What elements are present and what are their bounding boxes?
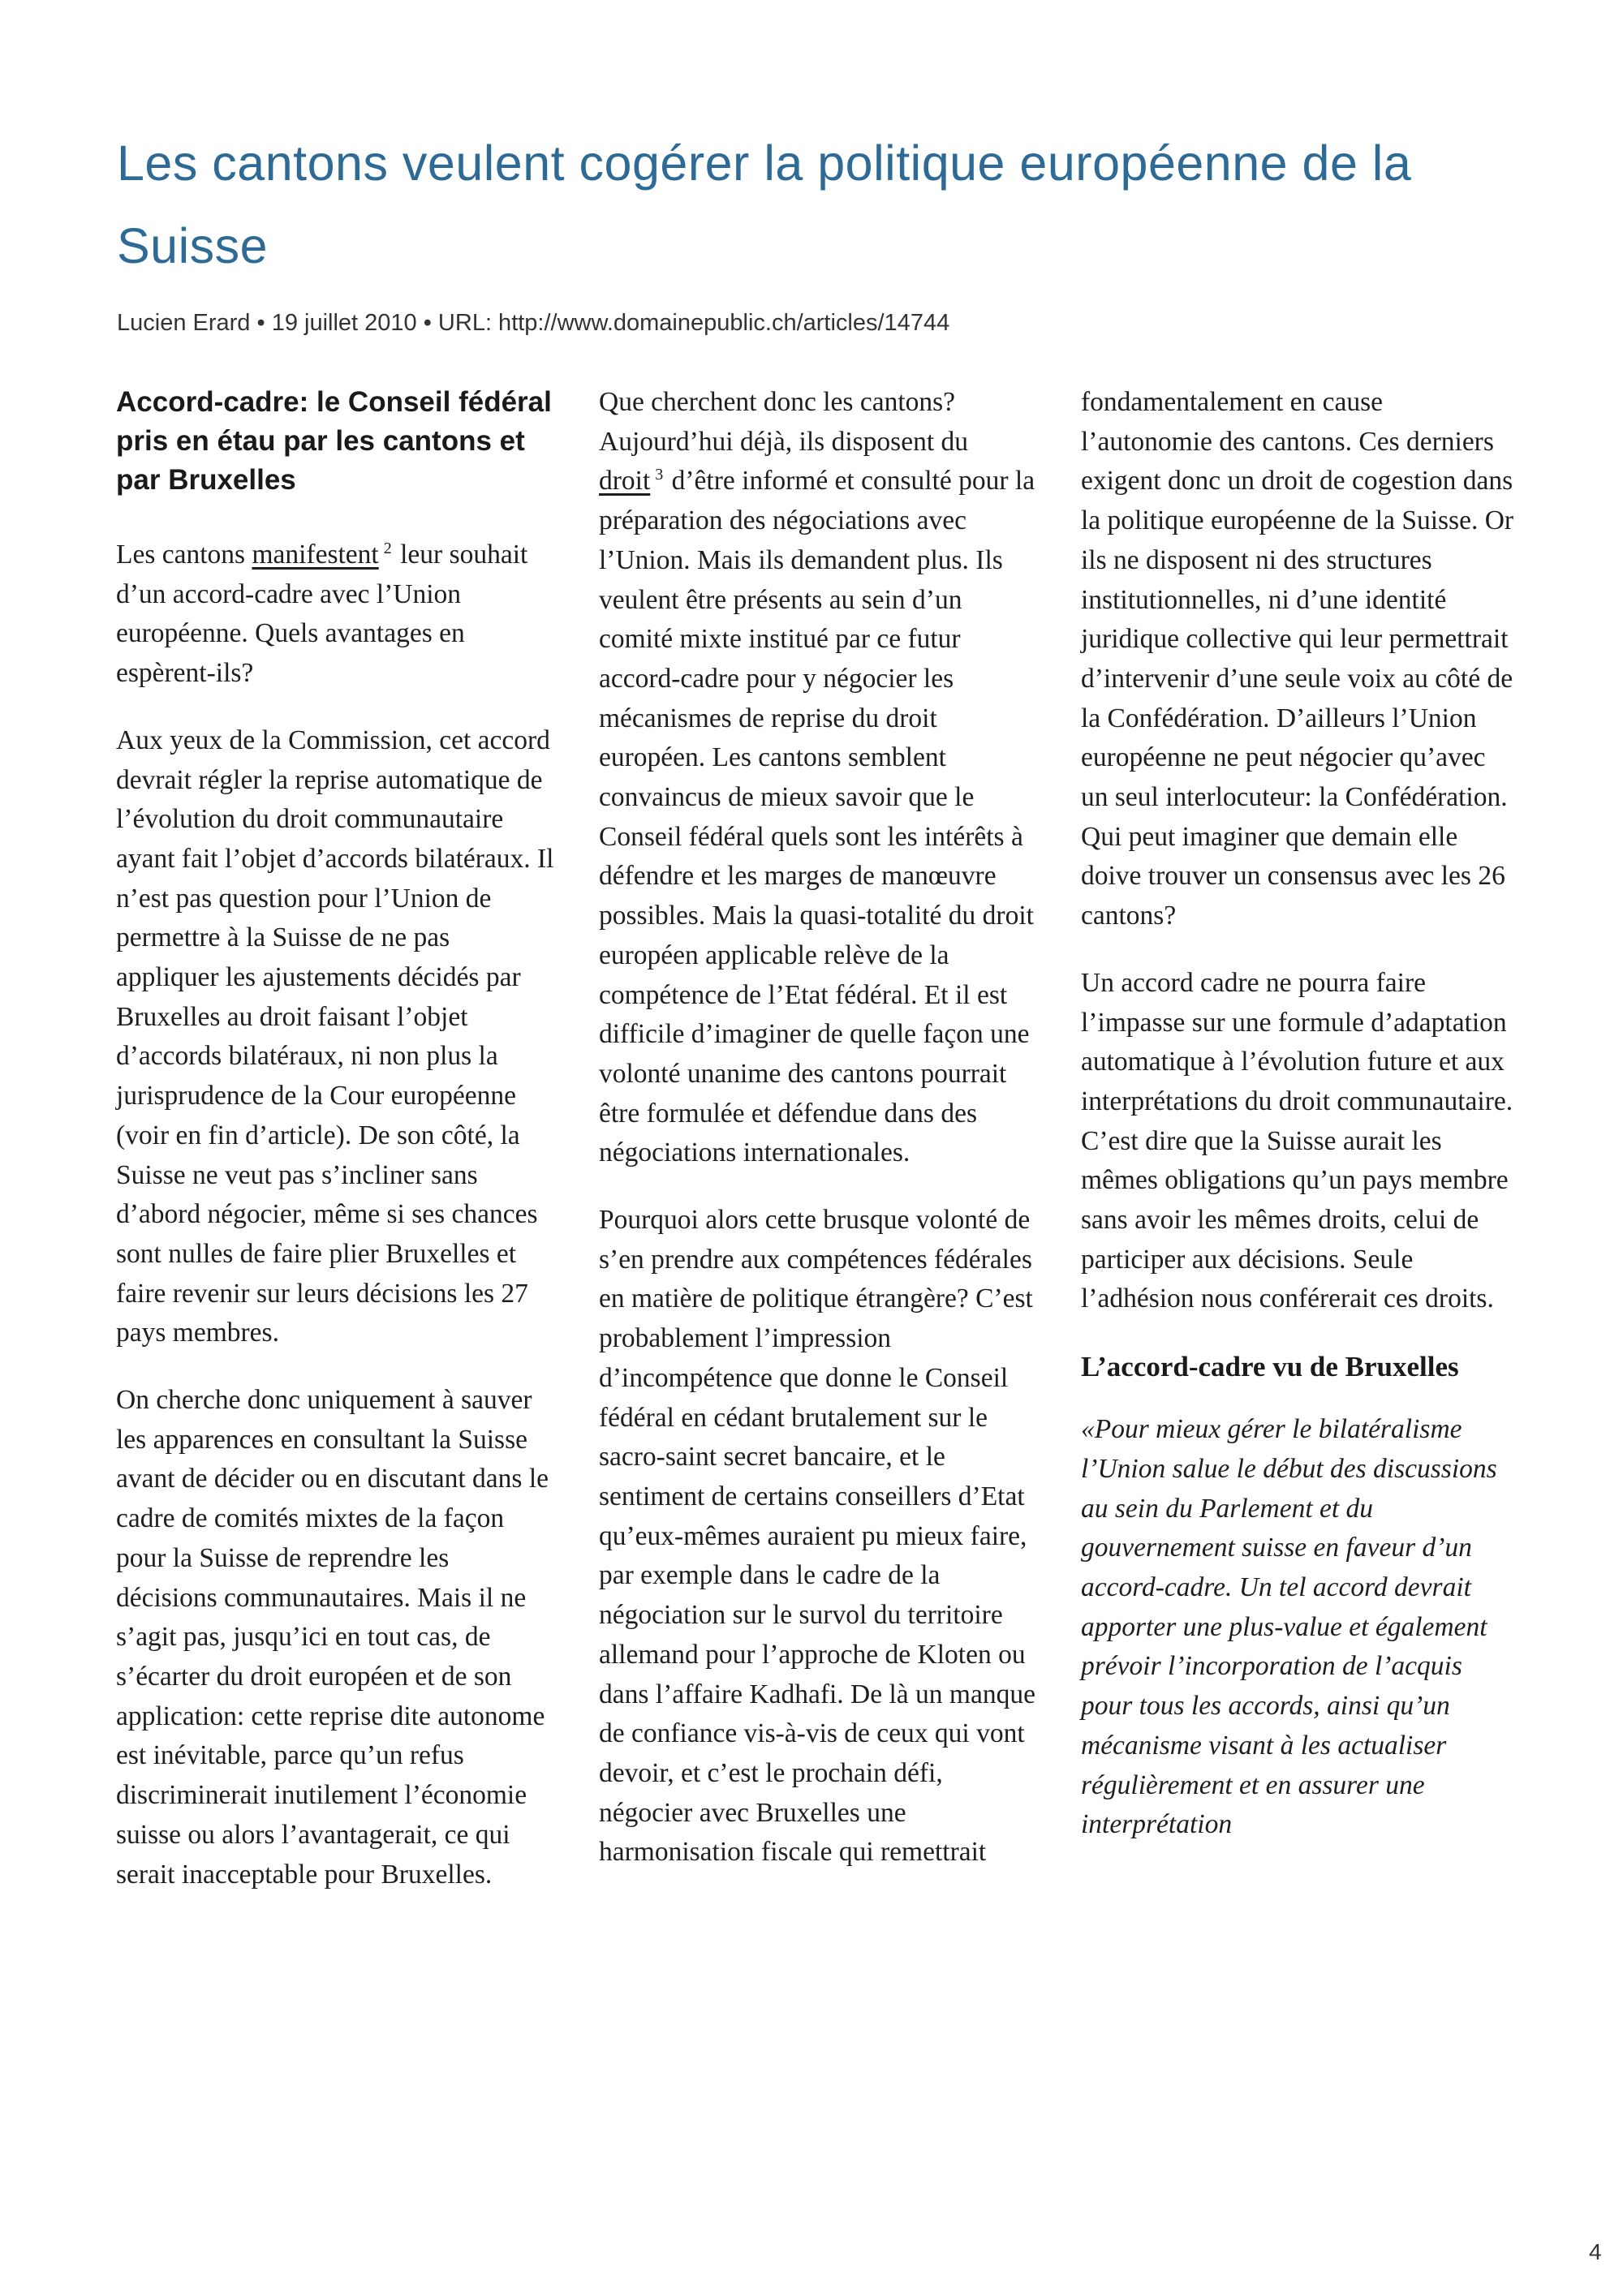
- droit-link[interactable]: droit: [599, 466, 651, 497]
- footnote-marker: 2: [383, 539, 392, 557]
- section-heading: L’accord-cadre vu de Bruxelles: [1081, 1351, 1459, 1383]
- paragraph: Un accord cadre ne pourra faire l’impasse sur une formule d’adaptation automatique à l’évolution future et aux interprétations du droit communautaire. C’est dire que la Suisse aurait les mêmes obligations qu’un pays membre sans avoir les mêmes droits, celui de participer aux décisions. Seule l’adhésion nous conférerait ces droits.: [1081, 967, 1513, 1314]
- paragraph: [116, 535, 554, 694]
- page-number: 4: [1589, 2239, 1602, 2264]
- footnote-marker: 3: [655, 466, 664, 484]
- manifestent-link[interactable]: manifestent: [252, 540, 379, 570]
- quote-paragraph: «Pour mieux gérer le bilatéralisme l’Union salue le début des discussions au sein du Parlement et du gouvernement suisse en faveur d’un accord-cadre. Un tel accord devrait apporter une plus-value et également prévoir l’incorporation de l’acquis pour tous les accords, ainsi qu’un mécanisme visant à les actualiser régulièrement et en assurer une interprétation: [1081, 1414, 1497, 1840]
- paragraph: Pourquoi alors cette brusque volonté de s’en prendre aux compétences fédérales en matière de politique étrangère? C’est probablement l’impression d’incompétence que donne le Conseil fédéral en cédant brutalement sur le sacro-saint secret bancaire, et le sentiment de certains conseillers d’Etat qu’eux-mêmes auraient pu mieux faire, par exemple dans le cadre de la négociation sur le survol du territoire allemand pour l’approche de Kloten ou dans l’affaire Kadhafi. De là un manque de confiance vis-à-vis de ceux qui vont devoir, et c’est le prochain défi, négocier avec Bruxelles une harmonisation fiscale qui remettrait: [599, 1205, 1035, 1868]
- paragraph: fondamentalement en cause l’autonomie des cantons. Ces derniers exigent donc un droit de cogestion dans la politique européenne de la Suisse. Or ils ne disposent ni des structures institutionnelles, ni d’une identité juridique collective qui leur permettrait d’intervenir d’une seule voix au côté de la Confédération. D’ailleurs l’Union européenne ne peut négocier qu’avec un seul interlocuteur: la Confédération. Qui peut imaginer que demain elle doive trouver un consensus avec les 26 cantons?: [1081, 387, 1514, 931]
- article-title: Les cantons veulent cogérer la politique européenne de la Suisse: [117, 135, 1412, 273]
- paragraph-text: Les cantons: [116, 540, 246, 570]
- column-2: [599, 383, 1037, 1872]
- paragraph: On cherche donc uniquement à sauver les apparences en consultant la Suisse avant de décider ou en discutant dans le cadre de comités mixtes de la façon pour la Suisse de reprendre les décisions communautaires. Mais il ne s’agit pas, jusqu’ici en tout cas, de s’écarter du droit européen et de son application: cette reprise dite autonome est inévitable, parce qu’un refus discriminerait inutilement l’économie suisse ou alors l’avantagerait, ce qui serait inacceptable pour Bruxelles.: [116, 1385, 549, 1890]
- paragraph: Aux yeux de la Commission, cet accord devrait régler la reprise automatique de l’évolution du droit communautaire ayant fait l’objet d’accords bilatéraux. Il n’est pas question pour l’Union de permettre à la Suisse de ne pas appliquer les ajustements décidés par Bruxelles au droit faisant l’objet d’accords bilatéraux, ni non plus la jurisprudence de la Cour européenne (voir en fin d’article). De son côté, la Suisse ne veut pas s’incliner sans d’abord négocier, même si ses chances sont nulles de faire plier Bruxelles et faire revenir sur leurs décisions les 27 pays membres.: [116, 724, 554, 1348]
- section-heading: Accord-cadre: le Conseil fédéral pris en étau par les cantons et par Bruxelles: [116, 386, 552, 496]
- column-3: [1081, 383, 1519, 1845]
- paragraph: [599, 383, 1037, 1173]
- paragraph-text: d’être informé et consulté pour la préparation des négociations avec l’Union. Mais ils demandent plus. Ils veulent être présents au sein d’un comité mixte institué par ce futur accord-cadre pour y négocier les mécanismes de reprise du droit européen. Les cantons semblent convaincus de mieux savoir que le Conseil fédéral quels sont les intérêts à défendre et les marges de manœuvre possibles. Mais la quasi-totalité du droit européen applicable relève de la compétence de l’Etat fédéral. Et il est difficile d’imaginer de quelle façon une volonté unanime des cantons pourrait être formulée et défendue dans des négociations internationales.: [599, 466, 1035, 1168]
- article-meta: Lucien Erard • 19 juillet 2010 • URL: http://www.domainepublic.ch/articles/14744: [117, 310, 950, 336]
- column-1: [116, 383, 554, 1894]
- paragraph-text: leur souhait d’un accord-cadre avec l’Union européenne. Quels avantages en espèrent-ils?: [116, 540, 528, 689]
- paragraph-text: Que cherchent donc les cantons? Aujourd’hui déjà, ils disposent du: [599, 387, 968, 457]
